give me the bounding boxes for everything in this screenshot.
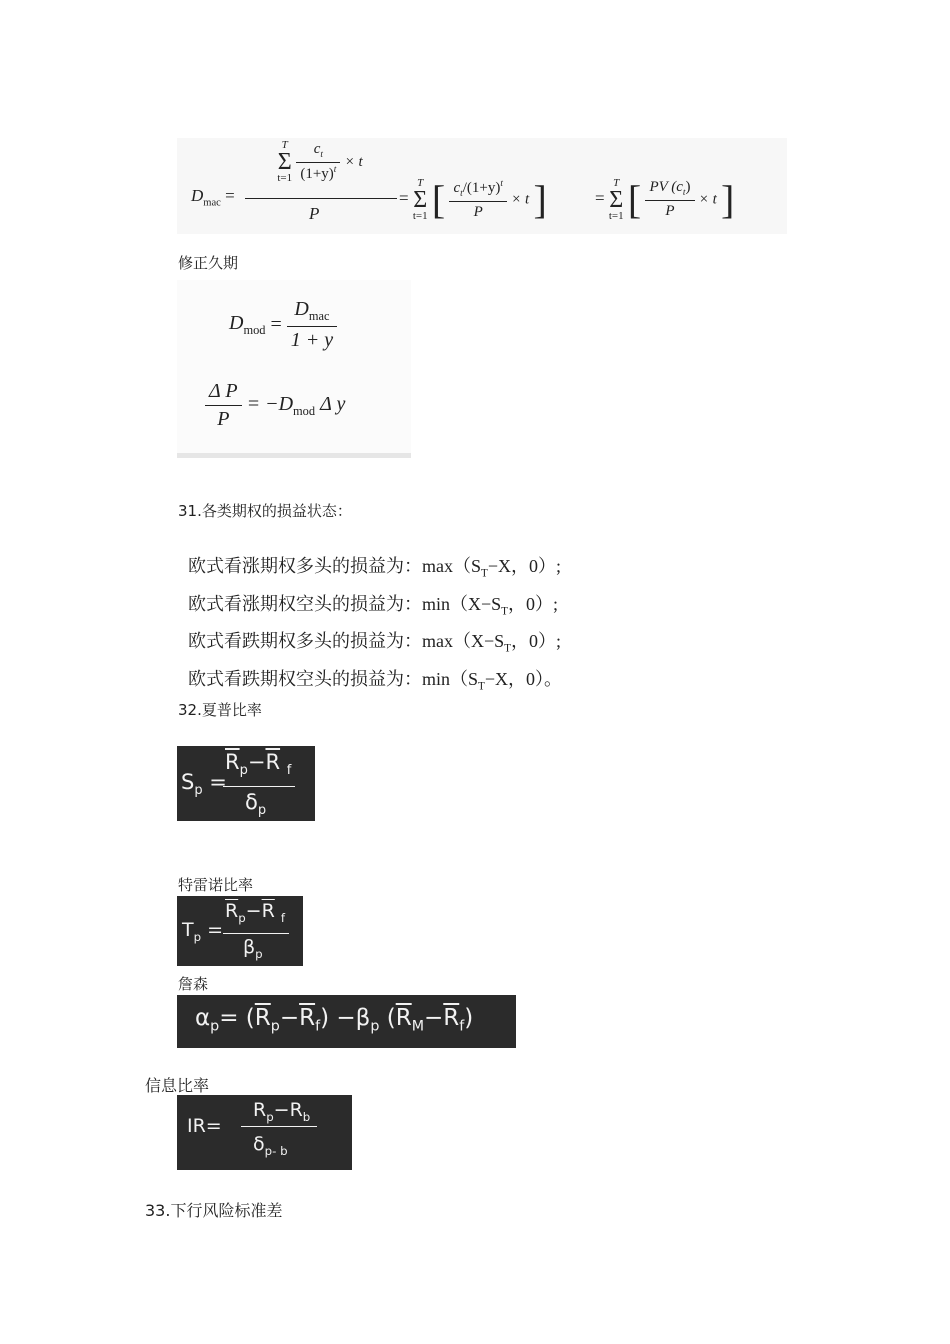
macaulay-lhs: $D_{mac}$ = [191, 186, 235, 209]
treynor-formula [177, 896, 303, 966]
treynor-heading: 特雷诺比率 [178, 876, 254, 894]
option-line-long-call: 欧式看涨期权多头的损益为：$\max(S_T-X$，0）; [188, 556, 561, 580]
sharpe-heading: 32.夏普比率 [178, 701, 262, 719]
macaulay-main-denominator: P [309, 204, 320, 223]
treynor-denominator: $\beta_p$ [243, 936, 263, 961]
treynor-numerator: $\overline{R}_p-\overline{R}$ $_f$ [225, 900, 285, 925]
price-change-equation: $\frac{\text{Δ P}}{P}$ = $-D_{mod}$ Δ y [205, 380, 345, 431]
sharpe-numerator: $\overline{R}_p-\overline{R}$ $_f$ [225, 750, 292, 779]
sharpe-formula [177, 746, 315, 821]
modified-duration-label: 修正久期 [178, 254, 239, 272]
option-line-short-call: 欧式看涨期权空头的损益为：$\min(X-S_T$，0）; [188, 593, 559, 618]
macaulay-middle: = T Σ t=1 [ $\frac{c_t/(1+y)^t}{P}$ × t ] [399, 176, 547, 222]
ir-numerator: $R_p-R_b$ [253, 1099, 311, 1124]
options-heading: 31.各类期权的损益状态： [178, 502, 352, 520]
options-payoff-list [188, 551, 562, 701]
sharpe-denominator: $\delta_p$ [245, 790, 267, 819]
treynor-bar [223, 933, 289, 934]
jensen-formula [177, 995, 516, 1048]
dmod-equation: $D_{mod}$ = $\frac{D_{mac}}{1 + y}$ [229, 298, 337, 352]
option-line-long-put: 欧式看跌期权多头的损益为：$\max(X-S_T$，0）; [188, 631, 561, 655]
option-line-short-put: 欧式看跌期权空头的损益为：$\min(S_T-X$，0）。 [188, 668, 562, 693]
information-ratio-formula [177, 1095, 352, 1170]
downside-risk-heading: 33.下行风险标准差 [145, 1201, 283, 1220]
information-ratio-heading: 信息比率 [145, 1076, 210, 1095]
macaulay-right: = T Σ t=1 [ $\frac{PV (c_t)}{P}$ × t ] [595, 176, 735, 222]
jensen-expression: $\alpha_p= (\overline{R}_p-\overline{R}_f) -\beta_p$ $(\overline{R}_M-\overline{R}_f)$ [195, 1005, 474, 1035]
ir-lhs: IR= [187, 1115, 222, 1137]
sharpe-lhs: $S_p$ = [181, 770, 227, 799]
macaulay-main-numerator: T Σ t=1 $\frac{c_t}{(1+y)^t}$ × t [277, 139, 363, 184]
macaulay-main-bar [245, 198, 397, 199]
ir-denominator: $\delta_{p- b}$ [253, 1133, 288, 1158]
ir-bar [241, 1126, 317, 1127]
modified-duration-formula [177, 280, 411, 458]
sharpe-bar [223, 786, 295, 787]
macaulay-duration-formula [177, 138, 787, 234]
treynor-lhs: $T_p$ = [182, 919, 224, 944]
jensen-heading: 詹森 [178, 975, 209, 993]
